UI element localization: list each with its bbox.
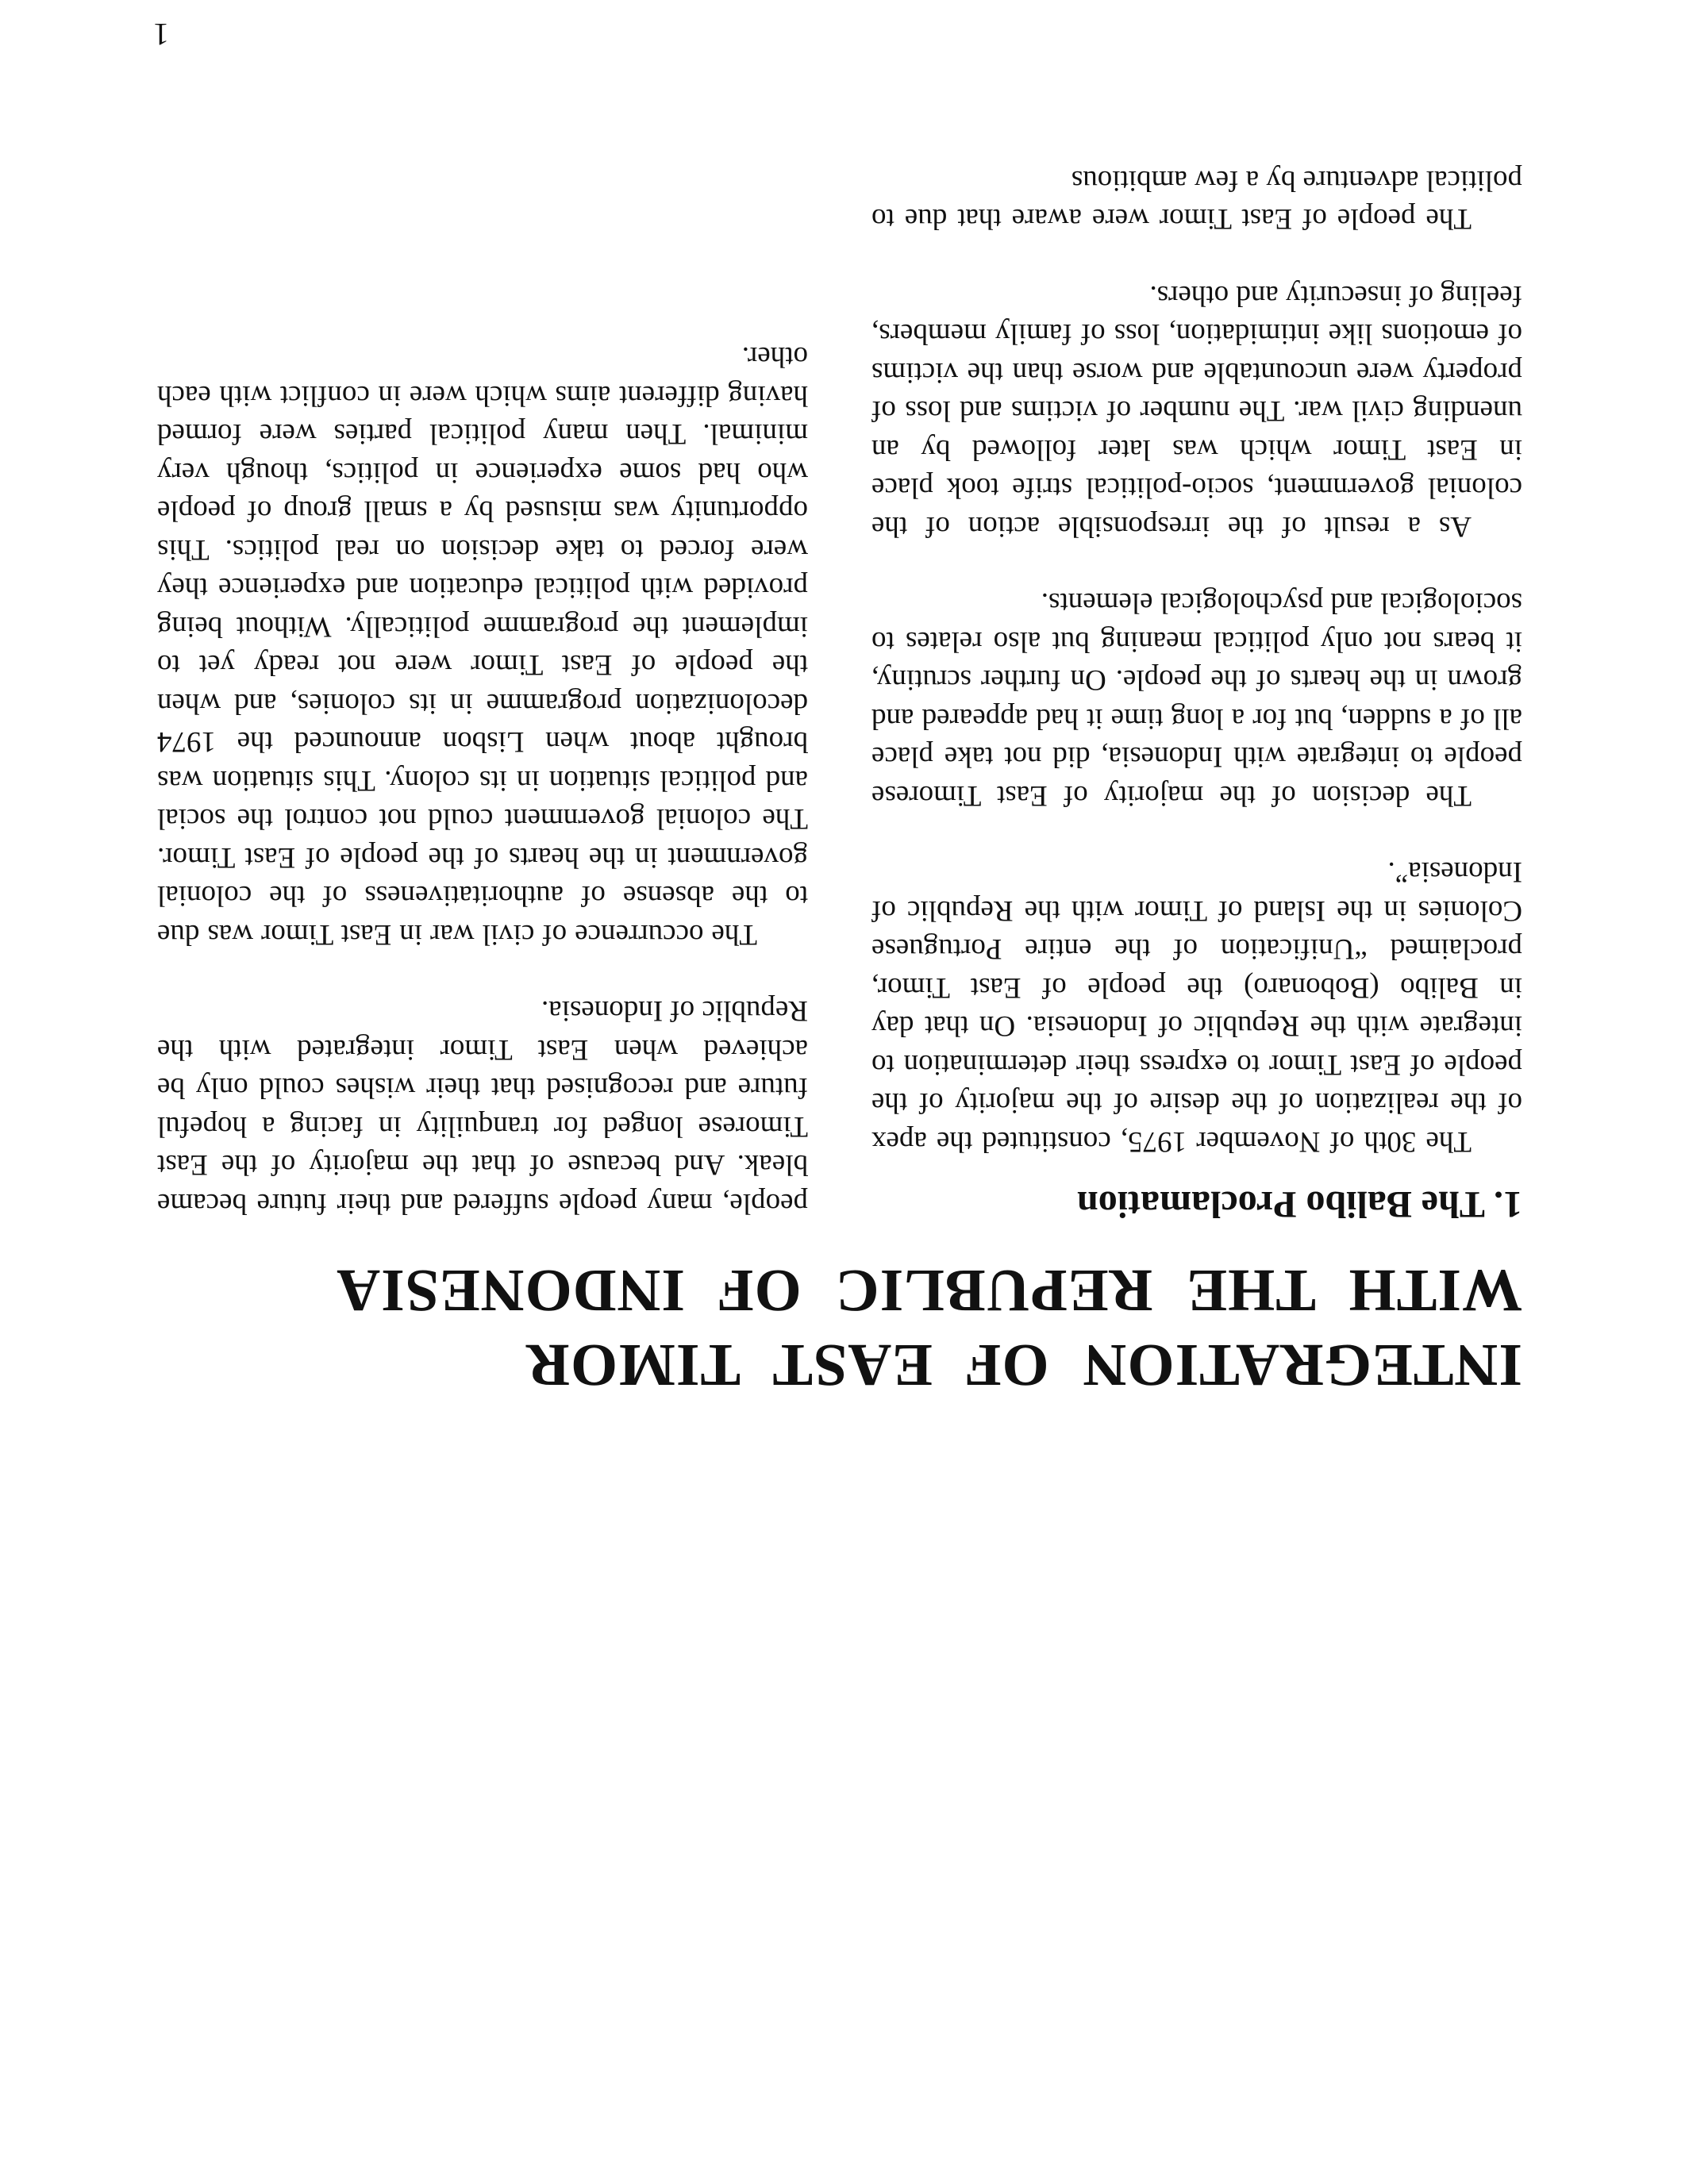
- paragraph-awareness: The people of East Timor were aware that due to political adventure by a few ambitious: [871, 164, 1522, 236]
- chapter-title: [157, 1253, 1522, 1402]
- right-column: [157, 299, 808, 1222]
- title-line-1: INTEGRATION OF EAST TIMOR: [525, 1332, 1522, 1398]
- page-number: 1: [153, 17, 169, 52]
- paragraph-continuation: people, many people suffered and their future became bleak. And because of that the majority of the East Timorese longed for tranquility in facing a hopeful future and recognised that their wishes could only be achieved when East Timor integrated with the Republic of Indonesia.: [157, 994, 808, 1220]
- paragraph-civil-strife: As a result of the irresponsible action of the colonial government, socio-political strife took place in East Timor which was later followed by an unending civil war. The number of victims and loss of property were uncountable and worse than the victims of emotions like intimidation, loss of family members, feeling of insecurity and others.: [871, 279, 1522, 543]
- paragraph-decision: The decision of the majority of East Timorese people to integrate with Indonesia, did not take place all of a sudden, but for a long time it had appeared and grown in the hearts of the people. On further scrutiny, it bears not only political meaning but also relates to sociological and psychological elements.: [871, 586, 1522, 812]
- paragraph-balibo-date: The 30th of November 1975, constituted the apex of the realization of the desire of the majority of the people of East Timor to express their determination to integrate with the Republic of Indonesia. On that day in Balibo (Bobonaro) the people of East Timor, proclaimed “Unification of the entire Portuguese Colonies in the Island of Timor with the Republic of Indonesia”.: [871, 856, 1522, 1158]
- paragraph-civil-war-cause: The occurrence of civil war in East Timor was due to the absense of authoritativeness of the colonial government in the hearts of the people of East Timor. The colonial government could not control the social and political situation in its colony. This situation was brought about when Lisbon announced the 1974 decolonization programme in its colonies, and when the people of East Timor were not ready yet to implement the programme politically. Without being provided with political education and experience they were forced to take decision on real politics. This opportunity was misused by a small group of people who had some experience in politics, though very minimal. Then many political parties were formed having different aims which were in conflict with each other.: [157, 340, 808, 951]
- title-line-2: WITH THE REPUBLIC OF INDONESIA: [336, 1257, 1522, 1324]
- left-column: [871, 123, 1522, 1161]
- section-heading: 1. The Balibo Proclamation: [1077, 1183, 1522, 1225]
